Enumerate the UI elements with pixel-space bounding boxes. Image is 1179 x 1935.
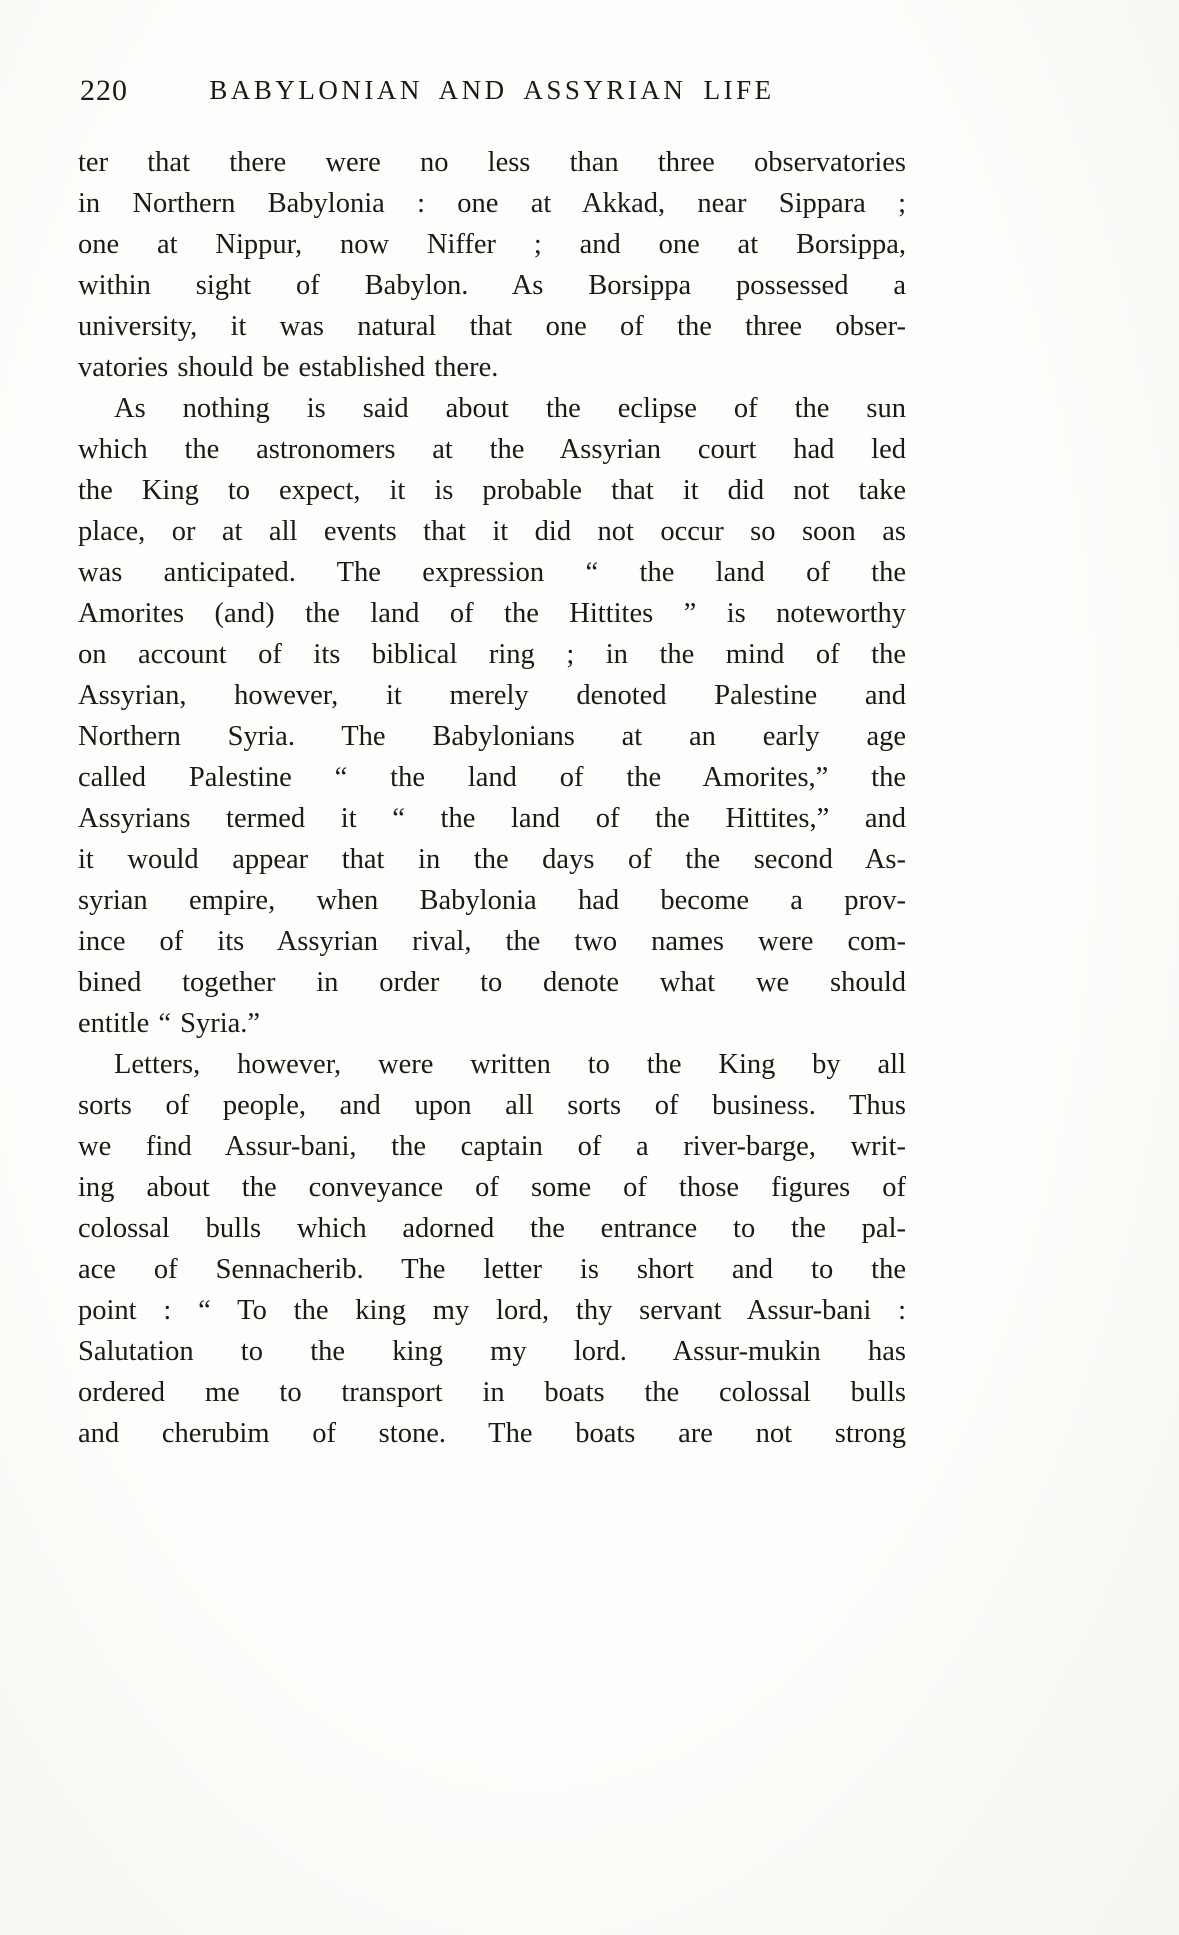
text-line: Assyrians termed it “ the land of the Hittites,” and xyxy=(78,803,906,834)
text-line: point : “ To the king my lord, thy servant Assur-bani : xyxy=(78,1295,906,1326)
text-line: ordered me to transport in boats the colossal bulls xyxy=(78,1377,906,1408)
text-line: vatories should be established there. xyxy=(78,352,499,383)
text-line: Letters, however, were written to the King by all xyxy=(114,1049,906,1080)
text-line: within sight of Babylon. As Borsippa possessed a xyxy=(78,270,906,301)
text-line: called Palestine “ the land of the Amorites,” the xyxy=(78,762,906,793)
text-line: university, it was natural that one of the three obser- xyxy=(78,311,906,342)
text-line: Salutation to the king my lord. Assur-mukin has xyxy=(78,1336,906,1367)
text-line: ince of its Assyrian rival, the two names were com- xyxy=(78,926,906,957)
text-line: colossal bulls which adorned the entrance to the pal- xyxy=(78,1213,906,1244)
text-line: one at Nippur, now Niffer ; and one at Borsippa, xyxy=(78,229,906,260)
running-title: BABYLONIAN AND ASSYRIAN LIFE xyxy=(209,75,775,105)
text-line: the King to expect, it is probable that it did not take xyxy=(78,475,906,506)
text-line: ace of Sennacherib. The letter is short and to the xyxy=(78,1254,906,1285)
text-line: sorts of people, and upon all sorts of business. Thus xyxy=(78,1090,906,1121)
text-line: was anticipated. The expression “ the land of the xyxy=(78,557,906,588)
page-number: 220 xyxy=(80,74,128,107)
text-line: and cherubim of stone. The boats are not strong xyxy=(78,1418,906,1449)
page-body xyxy=(78,142,906,1454)
page-header xyxy=(78,72,906,112)
text-line: ter that there were no less than three observatories xyxy=(78,147,906,178)
text-line: place, or at all events that it did not occur so soon as xyxy=(78,516,906,547)
text-line: bined together in order to denote what we should xyxy=(78,967,906,998)
text-line: Assyrian, however, it merely denoted Palestine and xyxy=(78,680,906,711)
text-line: Northern Syria. The Babylonians at an early age xyxy=(78,721,906,752)
text-line: we find Assur-bani, the captain of a river-barge, writ- xyxy=(78,1131,906,1162)
text-line: it would appear that in the days of the second As- xyxy=(78,844,906,875)
text-line: entitle “ Syria.” xyxy=(78,1008,261,1039)
text-line: on account of its biblical ring ; in the mind of the xyxy=(78,639,906,670)
text-line: in Northern Babylonia : one at Akkad, near Sippara ; xyxy=(78,188,906,219)
text-line: Amorites (and) the land of the Hittites ” is noteworthy xyxy=(78,598,906,629)
text-line: As nothing is said about the eclipse of the sun xyxy=(114,393,906,424)
text-line: syrian empire, when Babylonia had become a prov- xyxy=(78,885,906,916)
text-line: ing about the conveyance of some of those figures of xyxy=(78,1172,906,1203)
text-line: which the astronomers at the Assyrian court had led xyxy=(78,434,906,465)
